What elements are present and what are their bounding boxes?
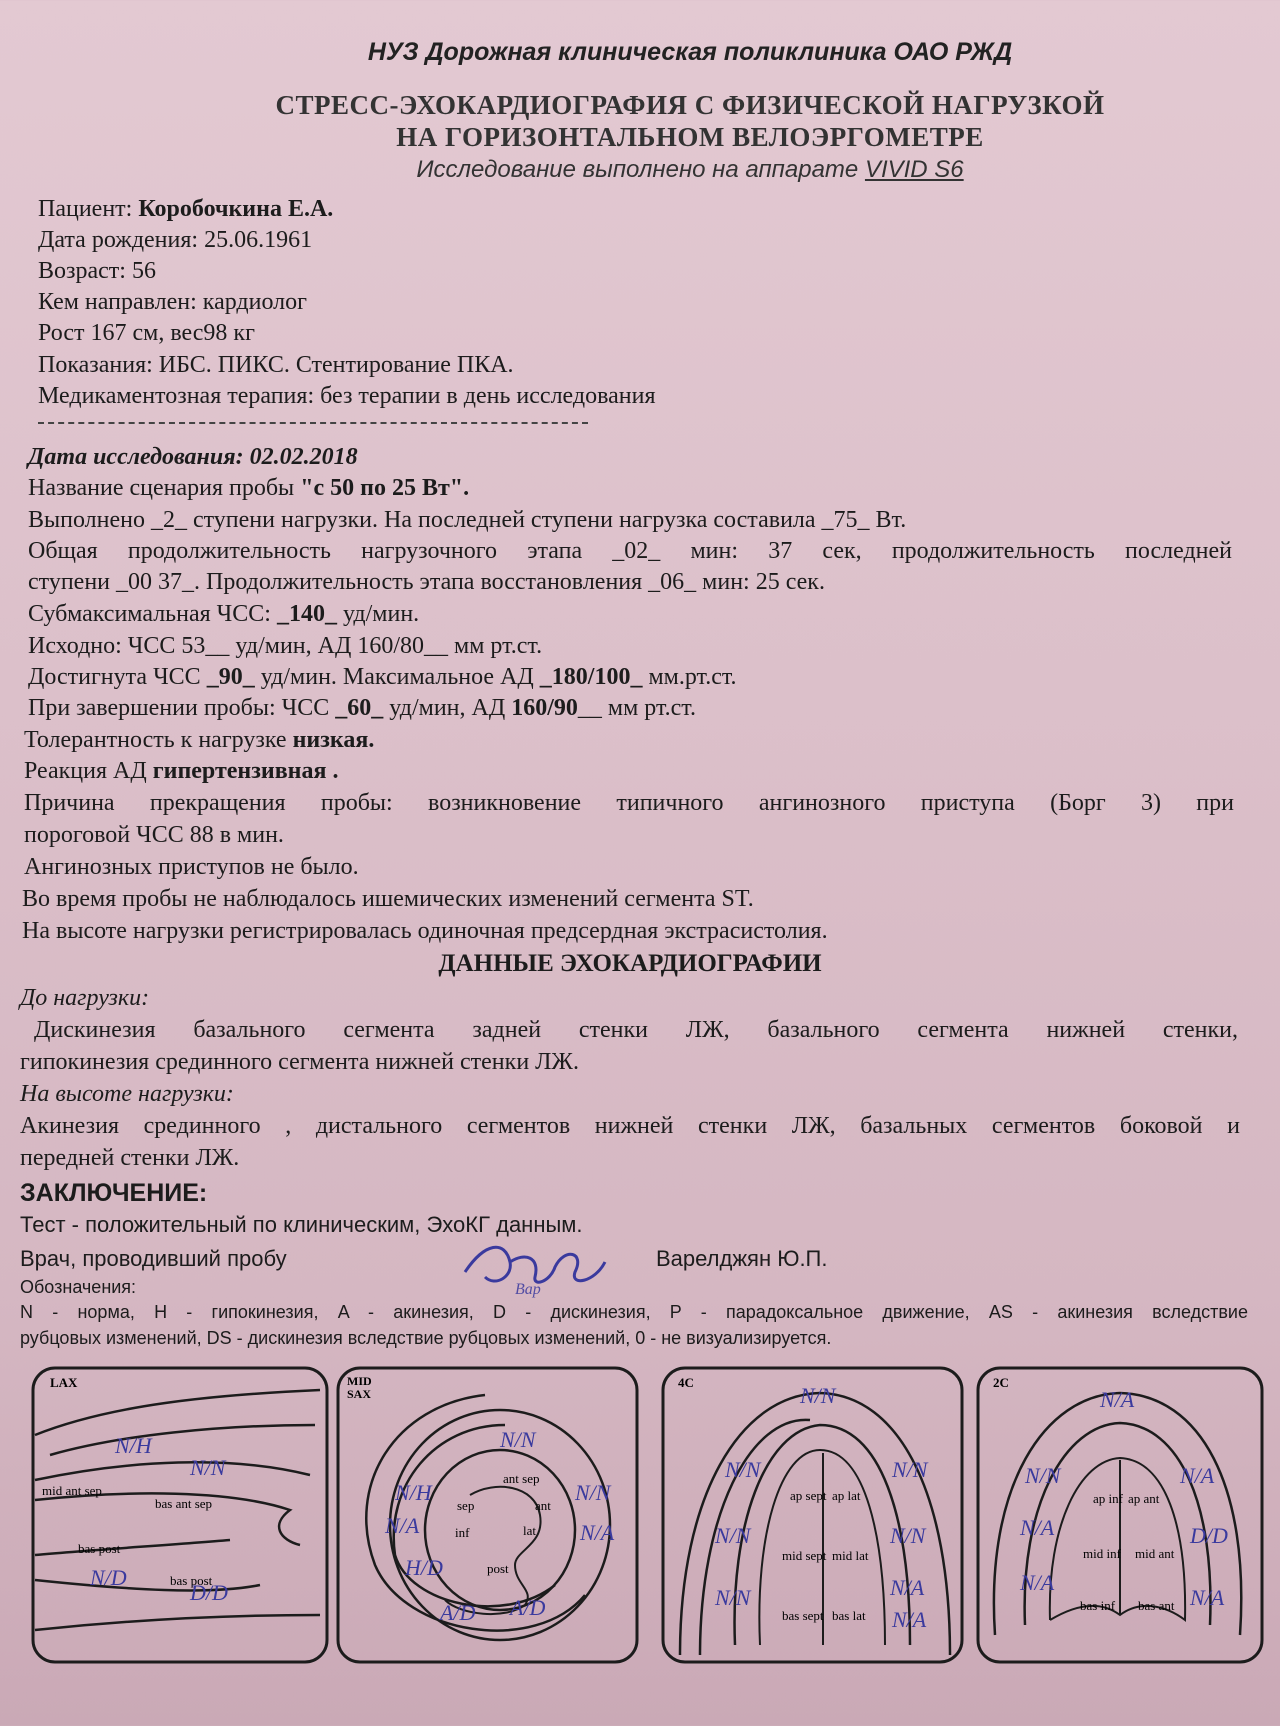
- sax-label-post: post: [487, 1561, 509, 1576]
- patient-therapy: Медикаментозная терапия: без терапии в день исследования: [38, 383, 656, 409]
- echo-heading: ДАННЫЕ ЭХОКАРДИОГРАФИИ: [438, 950, 822, 977]
- peak-suffix: мм.рт.ст.: [642, 664, 737, 690]
- lax-mark-4: D/D: [190, 1580, 228, 1605]
- stop-reason-line1: Причина прекращения пробы: возникновение типичного ангинозного приступа (Борг 3) при: [24, 790, 1234, 816]
- divider: [38, 422, 588, 424]
- before-load-line2: гипокинезия срединного сегмента нижней стенки ЛЖ.: [20, 1049, 579, 1075]
- end-suffix: __ мм рт.ст.: [577, 695, 696, 721]
- lax-label-mid-ant-sep: mid ant sep: [42, 1483, 102, 1498]
- four-chamber-diagram: [660, 1365, 965, 1665]
- c4-title: 4C: [678, 1375, 694, 1390]
- device-line: [0, 156, 1280, 184]
- legend-line2: рубцовых изменений, DS - дискинезия вследствие рубцовых изменений, 0 - не визуализируется.: [20, 1328, 832, 1348]
- conclusion-text: Тест - положительный по клиническим, ЭхоКГ данным.: [20, 1212, 583, 1237]
- sax-mark-5: N/A: [580, 1520, 615, 1545]
- sax-label-ant-sep: ant sep: [503, 1471, 540, 1486]
- c2-mark-7: N/A: [1190, 1585, 1225, 1610]
- peak-bp: _180/100_: [539, 664, 643, 690]
- patient-dob: Дата рождения: 25.06.1961: [38, 227, 313, 253]
- signature-text: Вар: [515, 1281, 541, 1298]
- device-prefix: Исследование выполнено на аппарате: [416, 156, 859, 183]
- end-bp: 160/90: [511, 695, 578, 721]
- c4-mark-6: N/N: [715, 1585, 751, 1610]
- submax-suffix: уд/мин.: [336, 601, 420, 627]
- lax-label-bas-post-2: bas post: [170, 1573, 213, 1588]
- sax-mark-1: N/N: [500, 1427, 536, 1452]
- c2-label-bas-inf: bas inf: [1080, 1598, 1116, 1613]
- c4-mark-7: N/A: [890, 1575, 925, 1600]
- scenario-line: [28, 475, 469, 502]
- device-name: VIVID S6: [864, 156, 964, 183]
- lax-mark-3: N/D: [90, 1565, 127, 1590]
- sax-frame: [338, 1368, 637, 1662]
- before-load-label: До нагрузки:: [20, 985, 150, 1011]
- baseline-line: Исходно: ЧСС 53__ уд/мин, АД 160/80__ мм рт.ст.: [28, 633, 543, 659]
- sax-mark-6: H/D: [405, 1555, 443, 1580]
- sax-label-ant: ant: [535, 1498, 551, 1513]
- c2-label-mid-inf: mid inf: [1083, 1546, 1121, 1561]
- c2-mark-1: N/A: [1100, 1387, 1135, 1412]
- sax-mark-3: N/N: [575, 1480, 611, 1505]
- tolerance-value: низкая.: [292, 727, 375, 753]
- lax-mark-2: N/N: [190, 1455, 226, 1480]
- patient-name-label: Пациент:: [38, 196, 133, 222]
- bp-reaction-value: гипертензивная .: [152, 758, 339, 784]
- legend-title: Обозначения:: [20, 1277, 137, 1297]
- c4-label-bas-lat: bas lat: [832, 1608, 866, 1623]
- peak-line: [28, 664, 737, 691]
- c4-mark-8: N/A: [892, 1607, 927, 1632]
- end-line: [28, 695, 696, 722]
- c2-label-ap-ant: ap ant: [1128, 1491, 1160, 1506]
- c2-mark-3: N/A: [1180, 1463, 1215, 1488]
- report-title-line2: НА ГОРИЗОНТАЛЬНОМ ВЕЛОЭРГОМЕТРЕ: [396, 122, 984, 152]
- patient-indications: Показания: ИБС. ПИКС. Стентирование ПКА.: [38, 352, 514, 378]
- submax-value: _140_: [276, 601, 337, 627]
- sax-diagram: [335, 1365, 640, 1665]
- legend-line1: N - норма, H - гипокинезия, A - акинезия, D - дискинезия, P - парадоксальное движение, AS - акинезия вследствие: [20, 1302, 1248, 1322]
- end-mid: уд/мин, АД: [383, 695, 512, 721]
- sax-mark-4: N/A: [385, 1513, 420, 1538]
- sax-mark-2: N/H: [395, 1480, 432, 1505]
- scenario-prefix: Название сценария пробы: [28, 475, 301, 501]
- patient-referred: Кем направлен: кардиолог: [38, 289, 307, 315]
- doctor-name: Варелджян Ю.П.: [656, 1246, 828, 1271]
- c4-label-bas-sept: bas sept: [782, 1608, 824, 1623]
- submax-hr-line: [28, 601, 419, 628]
- c2-label-mid-ant: mid ant: [1135, 1546, 1175, 1561]
- scenario-name: "с 50 по 25 Вт".: [300, 475, 470, 501]
- tolerance-prefix: Толерантность к нагрузке: [24, 727, 293, 753]
- patient-name: Коробочкина Е.А.: [138, 196, 334, 222]
- c2-mark-2: N/N: [1025, 1463, 1061, 1488]
- patient-age: Возраст: 56: [38, 258, 156, 284]
- duration-line2: ступени _00 37_. Продолжительность этапа восстановления _06_ мин: 25 сек.: [28, 569, 825, 595]
- study-date: Дата исследования: 02.02.2018: [28, 444, 358, 470]
- no-angina-line: Ангинозных приступов не было.: [24, 854, 359, 880]
- c4-label-ap-sept: ap sept: [790, 1488, 827, 1503]
- c4-label-ap-lat: ap lat: [832, 1488, 861, 1503]
- duration-line1: Общая продолжительность нагрузочного этапа _02_ мин: 37 сек, продолжительность последней: [28, 538, 1232, 564]
- before-load-line1: Дискинезия базального сегмента задней стенки ЛЖ, базального сегмента нижней стенки,: [34, 1017, 1238, 1043]
- sax-title-2: SAX: [347, 1387, 372, 1401]
- bp-reaction-prefix: Реакция АД: [24, 758, 153, 784]
- c2-label-bas-ant: bas ant: [1138, 1598, 1175, 1613]
- lax-diagram: [30, 1365, 330, 1665]
- bp-reaction-line: [24, 758, 338, 785]
- sax-mark-7: A/D: [440, 1600, 476, 1625]
- lax-label-bas-ant-sep: bas ant sep: [155, 1496, 213, 1511]
- patient-height-weight: Рост 167 см, вес98 кг: [38, 320, 255, 346]
- two-chamber-diagram: [975, 1365, 1265, 1665]
- lax-title: LAX: [50, 1375, 78, 1390]
- c2-label-ap-inf: ap inf: [1093, 1491, 1123, 1506]
- c4-label-mid-sept: mid sept: [782, 1548, 827, 1563]
- lax-mark-1: N/H: [115, 1433, 152, 1458]
- submax-prefix: Субмаксимальная ЧСС:: [28, 601, 277, 627]
- doctor-label: Врач, проводивший пробу: [20, 1246, 287, 1271]
- c4-mark-5: N/N: [890, 1523, 926, 1548]
- peak-mid: уд/мин. Максимальное АД: [254, 664, 540, 690]
- conclusion-heading: ЗАКЛЮЧЕНИЕ:: [20, 1179, 208, 1207]
- peak-prefix: Достигнута ЧСС: [28, 664, 207, 690]
- peak-hr: _90_: [206, 664, 255, 690]
- c2-mark-4: N/A: [1020, 1515, 1055, 1540]
- lax-label-bas-post-1: bas post: [78, 1541, 121, 1556]
- c4-label-mid-lat: mid lat: [832, 1548, 869, 1563]
- doctor-signature: [455, 1232, 615, 1302]
- peak-load-line1: Акинезия срединного , дистального сегментов нижней стенки ЛЖ, базальных сегментов боковой и: [20, 1113, 1240, 1139]
- sax-label-sep: sep: [457, 1498, 475, 1513]
- c2-title: 2C: [993, 1375, 1009, 1390]
- c2-mark-6: N/A: [1020, 1570, 1055, 1595]
- tolerance-line: [24, 727, 374, 754]
- no-ischemia-line: Во время пробы не наблюдалось ишемических изменений сегмента ST.: [22, 886, 754, 912]
- c4-mark-2: N/N: [725, 1457, 761, 1482]
- arrhythmia-line: На высоте нагрузки регистрировалась одиночная предсердная экстрасистолия.: [22, 918, 828, 944]
- sax-label-lat: lat: [523, 1523, 536, 1538]
- report-title-line1: СТРЕСС-ЭХОКАРДИОГРАФИЯ С ФИЗИЧЕСКОЙ НАГРУЗКОЙ: [275, 90, 1105, 120]
- patient-name-line: [38, 196, 333, 223]
- c4-mark-3: N/N: [892, 1457, 928, 1482]
- stop-reason-line2: пороговой ЧСС 88 в мин.: [24, 822, 284, 848]
- sax-title-1: MID: [347, 1374, 372, 1388]
- peak-load-label: На высоте нагрузки:: [20, 1081, 234, 1107]
- end-prefix: При завершении пробы: ЧСС: [28, 695, 336, 721]
- sax-mark-8: A/D: [510, 1595, 546, 1620]
- c2-mark-5: D/D: [1190, 1523, 1228, 1548]
- clinic-name: НУЗ Дорожная клиническая поликлиника ОАО РЖД: [367, 38, 1013, 66]
- peak-load-line2: передней стенки ЛЖ.: [20, 1145, 240, 1171]
- c4-mark-1: N/N: [800, 1383, 836, 1408]
- sax-label-inf: inf: [455, 1525, 470, 1540]
- end-hr: _60_: [335, 695, 384, 721]
- c4-mark-4: N/N: [715, 1523, 751, 1548]
- stages-line: Выполнено _2_ ступени нагрузки. На последней ступени нагрузка составила _75_ Вт.: [28, 507, 907, 533]
